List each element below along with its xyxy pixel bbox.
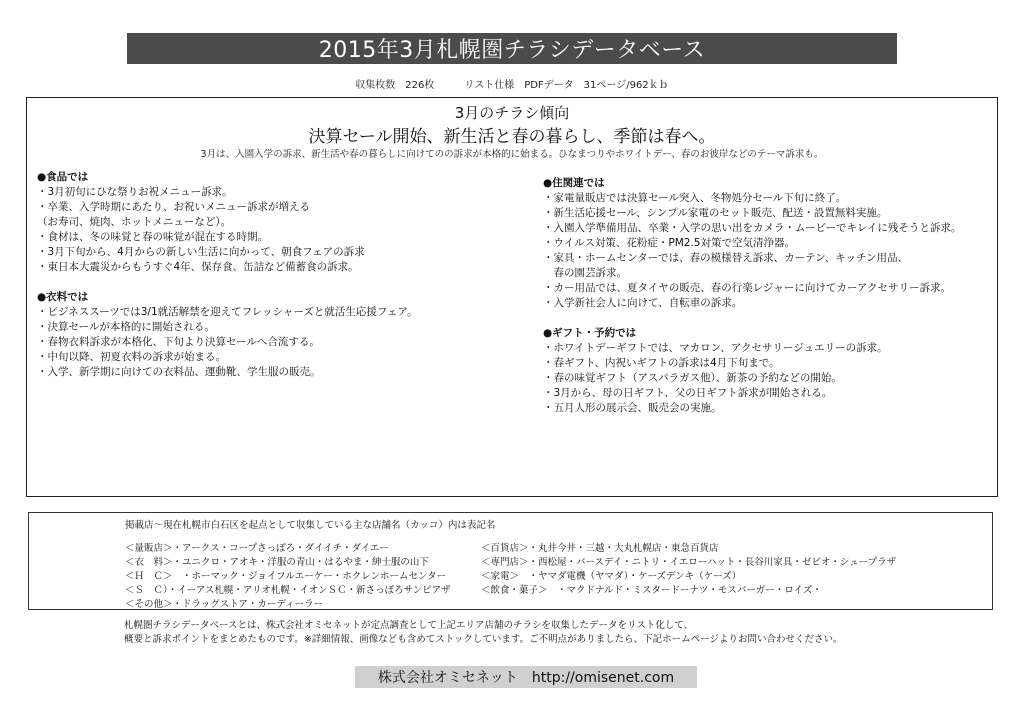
list-item: ・3月下旬から、4月からの新しい生活に向かって、朝食フェアの訴求 bbox=[37, 246, 365, 258]
right-column bbox=[543, 176, 993, 416]
trend-heading: 3月のチラシ傾向 bbox=[454, 104, 570, 122]
list-item: ・春ギフト、内祝いギフトの訴求は4月下旬まで。 bbox=[543, 357, 780, 369]
stores-intro: 掲載店～現在札幌市白石区を起点として収集している主な店舗名（カッコ）内は表記名 bbox=[125, 520, 496, 531]
list-item: 春の園芸訴求。 bbox=[543, 267, 627, 279]
section-food bbox=[37, 170, 537, 275]
list-item: ・中旬以降、初夏衣料の訴求が始まる。 bbox=[37, 351, 226, 363]
list-item: ・入園入学準備用品、卒業・入学の思い出をカメラ・ムービーでキレイに残そうと訴求。 bbox=[543, 222, 962, 234]
list-item: ・3月から、母の日ギフト、父の日ギフト訴求が開始される。 bbox=[543, 387, 833, 399]
store-line: ＜Ｓ Ｃ）・イーアス札幌・アリオ札幌・イオンＳＣ・新さっぽろサンピアザ bbox=[125, 585, 451, 596]
trend-intro: 3月は、入園入学の訴求、新生活や春の暮らしに向けてのの訴求が本格的に始まる。ひなまつりやホワイトデー、春のお彼岸などのテーマ訴求も。 bbox=[200, 149, 824, 160]
list-item: ・ホワイトデーギフトでは、マカロン、アクセサリージュエリーの訴求。 bbox=[543, 342, 888, 354]
list-item: ・家具・ホームセンターでは、春の模様替え訴求、カーテン、キッチン用品、 bbox=[543, 252, 908, 264]
footnote-line: 概要と訴求ポイントをまとめたものです。※詳細情報、画像なども含めてストックしています。ご不明点がありましたら、下記ホームページよりお問い合わせください。 bbox=[124, 634, 843, 645]
stores-right-column bbox=[481, 542, 896, 598]
store-line: ＜その他＞・ドラッグストア・カーディーラー bbox=[125, 599, 324, 610]
section-gift bbox=[543, 326, 993, 416]
section-title: ●衣料では bbox=[37, 291, 89, 303]
trend-subheading: 決算セール開始、新生活と春の暮らし、季節は春へ。 bbox=[308, 127, 716, 147]
list-item: ・卒業、入学時期にあたり、お祝いメニュー訴求が増える bbox=[37, 201, 310, 213]
store-line: ＜量販店＞・アークス・コープさっぽろ・ダイイチ・ダイエー bbox=[125, 543, 389, 554]
store-line: ＜衣 料＞・ユニクロ・アオキ・洋服の青山・はるやま・紳士服の山下 bbox=[125, 557, 429, 568]
collection-meta: 収集枚数 226枚 リスト仕様 PDFデータ 31ページ/962ｋｂ bbox=[355, 80, 669, 91]
store-line: ＜家電＞ ・ヤマダ電機（ヤマダ）・ケーズデンキ（ケーズ） bbox=[481, 571, 742, 582]
list-item: （お寿司、焼肉、ホットメニューなど）。 bbox=[37, 216, 232, 228]
stores-left-column bbox=[125, 542, 451, 612]
store-line: ＜専門店＞・西松屋・バースデイ・ニトリ・イエローハット・長谷川家具・ゼビオ・シュープラザ bbox=[481, 557, 897, 568]
list-item: ・春物衣料訴求が本格化、下旬より決算セールへ合流する。 bbox=[37, 336, 320, 348]
list-item: ・カー用品では、夏タイヤの販売、春の行楽レジャーに向けてカーアクセサリー訴求。 bbox=[543, 282, 951, 294]
list-item: ・春の味覚ギフト（アスパラガス他）、新茶の予約などの開始。 bbox=[543, 372, 842, 384]
list-item: ・入学、新学期に向けての衣料品、運動靴、学生服の販売。 bbox=[37, 366, 321, 378]
section-title: ●食品では bbox=[37, 171, 89, 183]
list-item: ・新生活応援セール、シンプル家電のセット販売、配送・設置無料実施。 bbox=[543, 207, 888, 219]
list-item: ・食材は、冬の味覚と春の味覚が混在する時期。 bbox=[37, 231, 268, 243]
list-item: ・ビジネススーツでは3/1就活解禁を迎えてフレッシャーズと就活生応援フェア。 bbox=[37, 306, 418, 318]
page-title: 2015年3月札幌圏チラシデータベース bbox=[127, 33, 897, 64]
list-item: ・ウイルス対策、花粉症・PM2.5対策で空気清浄器。 bbox=[543, 237, 795, 249]
footnote bbox=[124, 619, 842, 647]
company-footer: 株式会社オミセネット http://omisenet.com bbox=[355, 666, 697, 688]
store-line: ＜百貨店＞・丸井今井・三越・大丸札幌店・東急百貨店 bbox=[481, 543, 719, 554]
section-title: ●住関連では bbox=[543, 177, 605, 189]
list-item: ・五月人形の展示会、販売会の実施。 bbox=[543, 402, 722, 414]
trend-summary-box bbox=[26, 97, 998, 497]
store-line: ＜Ｈ Ｃ＞ ・ホーマック・ジョイフルエーケー・ホクレンホームセンター bbox=[125, 571, 447, 582]
footnote-line: 札幌圏チラシデータベースとは、株式会社オミセネットが定点調査として上記エリア店舗のチラシを収集したデータをリスト化して、 bbox=[124, 620, 694, 631]
left-column bbox=[37, 170, 537, 380]
section-housing bbox=[543, 176, 993, 311]
stores-box bbox=[28, 512, 993, 610]
list-item: ・東日本大震災からもうすぐ4年、保存食、缶詰など備蓄食の訴求。 bbox=[37, 261, 359, 273]
list-item: ・入学新社会人に向けて、自転車の訴求。 bbox=[543, 297, 743, 309]
section-clothing bbox=[37, 290, 537, 380]
store-line: ＜飲食・菓子＞ ・マクドナルド・ミスタードーナツ・モスバーガー・ロイズ・ bbox=[481, 585, 822, 596]
section-title: ●ギフト・予約では bbox=[543, 327, 637, 339]
list-item: ・家電量販店では決算セール突入、冬物処分セール下旬に終了。 bbox=[543, 192, 847, 204]
list-item: ・決算セールが本格的に開始される。 bbox=[37, 321, 215, 333]
list-item: ・3月初旬にひな祭りお祝メニュー訴求。 bbox=[37, 186, 233, 198]
